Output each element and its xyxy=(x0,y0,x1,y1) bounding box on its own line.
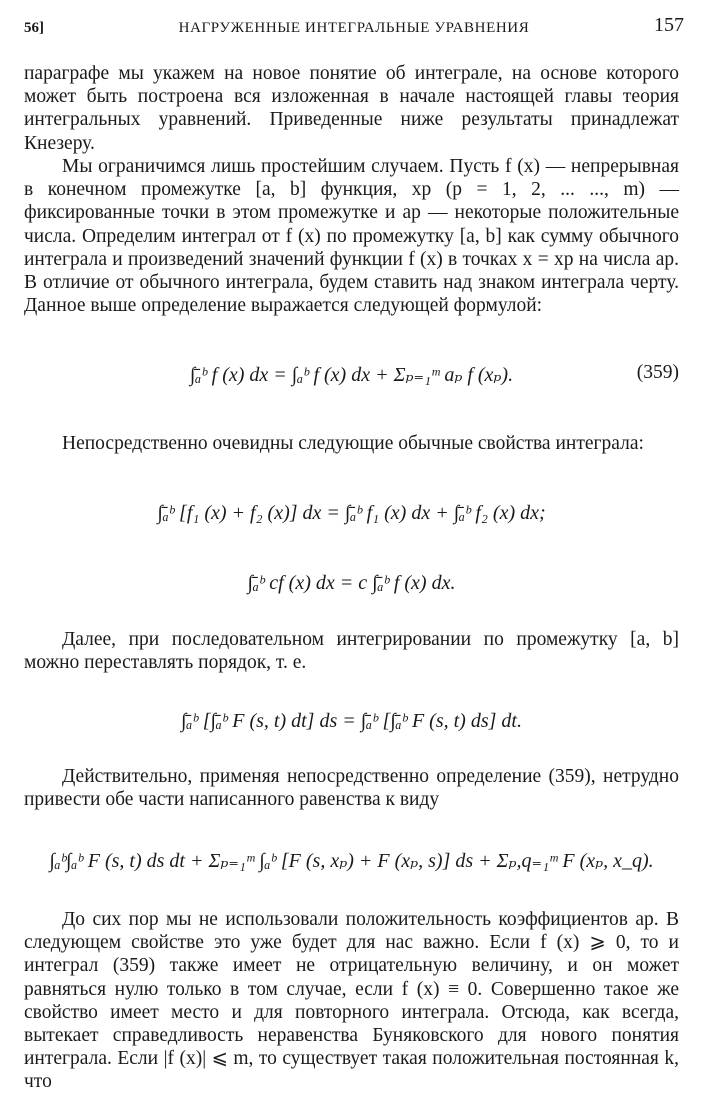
formula-constant: ∫̄ₐᵇ cf (x) dx = c ∫̄ₐᵇ f (x) dx. xyxy=(247,572,456,594)
formula-linearity: ∫̄ₐᵇ [f₁ (x) + f₂ (x)] dx = ∫̄ₐᵇ f₁ (x) dx + ∫̄ₐᵇ f₂ (x) dx; xyxy=(157,502,546,524)
paragraph-order: Далее, при последовательном интегрировании по промежутку [a, b] можно переставлять порядок, т. е. xyxy=(24,629,679,674)
section-number: 56] xyxy=(24,20,44,36)
paragraph-positivity: До сих пор мы не использовали положительность коэффициентов ap. В следующем свойстве это уже будет для нас важно. Если f (x) ⩾ 0, то и интеграл (359) также имеет не отрицательную величину, и он может равняться нулю только в том случае, если f (x) ≡ 0. Совершенно такое же свойство имеет место и для повторного интеграла. Отсюда, как всегда, вытекает справедливость неравенства Буняковского для нового понятия интеграла. Если |f (x)| ⩽ m, то существует такая положительная постоянная k, что xyxy=(24,909,679,1093)
formula-359-text: ∫̄ₐᵇ f (x) dx = ∫ₐᵇ f (x) dx + Σₚ₌₁ᵐ aₚ f (xₚ). xyxy=(189,364,514,386)
formula-order: ∫̄ₐᵇ [∫̄ₐᵇ F (s, t) dt] ds = ∫̄ₐᵇ [∫̄ₐᵇ F (s, t) ds] dt. xyxy=(181,710,522,732)
equation-number-359: (359) xyxy=(636,362,679,383)
page-number: 157 xyxy=(654,14,684,36)
page-header xyxy=(24,14,684,44)
formula-359 xyxy=(24,362,679,387)
running-title: НАГРУЖЕННЫЕ ИНТЕГРАЛЬНЫЕ УРАВНЕНИЯ xyxy=(178,20,530,36)
paragraph-definition: Мы ограничимся лишь простейшим случаем. Пусть f (x) — непрерывная в конечном промежутке [a, b] функция, xp (p = 1, 2, ... ..., m) — фиксированные точки в этом промежутке и ap — некоторые положительные числа. Определим интеграл от f (x) по промежутку [a, b] как сумму обычного интеграла и произведений значений функции f (x) в точках x = xp на числа ap. В отличие от обычного интеграла, будем ставить над знаком интеграла черту. Данное выше определение выражается следующей формулой: xyxy=(24,156,679,317)
paragraph-intro: параграфе мы укажем на новое понятие об интеграле, на основе которого может быть построена вся изложенная в начале настоящей главы теория интегральных уравнений. Приведенные ниже результаты принадлежат Кнезеру. xyxy=(24,63,679,154)
paragraph-properties: Непосредственно очевидны следующие обычные свойства интеграла: xyxy=(62,433,644,454)
paragraph-apply: Действительно, применяя непосредственно определение (359), нетрудно привести обе части написанного равенства к виду xyxy=(24,766,679,811)
formula-expanded: ∫ₐᵇ∫ₐᵇ F (s, t) ds dt + Σₚ₌₁ᵐ ∫ₐᵇ [F (s, xₚ) + F (xₚ, s)] ds + Σₚ,q₌₁ᵐ F (xₚ, x_q). xyxy=(49,850,654,872)
